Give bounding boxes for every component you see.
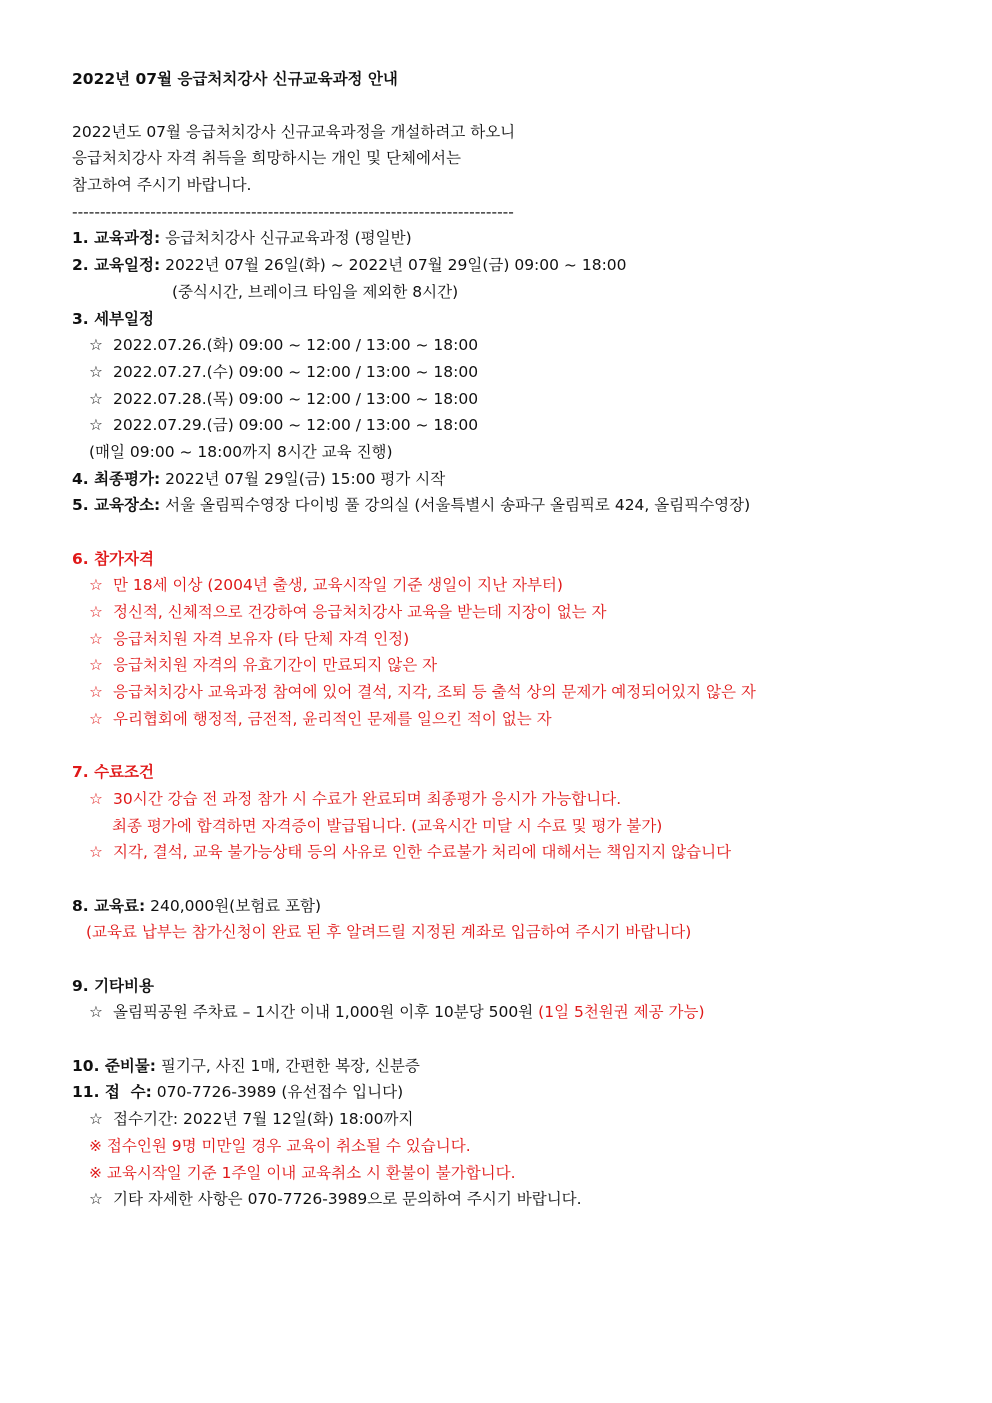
- list-item: ☆ 응급처치강사 교육과정 참여에 있어 결석, 지각, 조퇴 등 출석 상의 문제가 예정되어있지 않은 자: [72, 679, 972, 706]
- list-item: ☆ 우리협회에 행정적, 금전적, 윤리적인 문제를 일으킨 적이 없는 자: [72, 706, 972, 733]
- star-icon: ☆: [89, 389, 103, 408]
- warning-item: ※ 교육시작일 기준 1주일 이내 교육취소 시 환불이 불가합니다.: [89, 1163, 516, 1182]
- list-item: ☆ 2022.07.27.(수) 09:00 ~ 12:00 / 13:00 ~ 18:00: [72, 359, 972, 386]
- star-icon: ☆: [89, 683, 103, 702]
- section-location: [72, 492, 972, 519]
- star-icon: ☆: [89, 1190, 103, 1209]
- star-icon: ☆: [89, 789, 103, 808]
- star-icon: ☆: [89, 629, 103, 648]
- section-course: [72, 225, 972, 252]
- list-item: ☆ 2022.07.26.(화) 09:00 ~ 12:00 / 13:00 ~ 18:00: [72, 332, 972, 359]
- section-detail-label: 3. 세부일정: [72, 309, 154, 328]
- document-title: 2022년 07월 응급처치강사 신규교육과정 안내: [72, 70, 398, 88]
- star-icon: ☆: [89, 576, 103, 595]
- list-item: ☆ 응급처치원 자격의 유효기간이 만료되지 않은 자: [72, 652, 972, 679]
- intro-line: 참고하여 주시기 바랍니다.: [72, 176, 252, 195]
- list-item-continued: 최종 평가에 합격하면 자격증이 발급됩니다. (교육시간 미달 시 수료 및 평가 불가): [112, 816, 663, 835]
- list-item: ☆ 지각, 결석, 교육 불가능상태 등의 사유로 인한 수료불가 처리에 대해서는 책임지지 않습니다: [72, 839, 972, 866]
- list-item: ☆ 응급처치원 자격 보유자 (타 단체 자격 인정): [72, 626, 972, 653]
- notice-document: [72, 66, 972, 1213]
- list-item: ☆ 2022.07.28.(목) 09:00 ~ 12:00 / 13:00 ~ 18:00: [72, 386, 972, 413]
- list-item: ☆ 만 18세 이상 (2004년 출생, 교육시작일 기준 생일이 지난 자부터): [72, 572, 972, 599]
- star-icon: ☆: [89, 709, 103, 728]
- section-value: 응급처치강사 신규교육과정 (평일반): [160, 229, 412, 248]
- list-item: ☆ 기타 자세한 사항은 070-7726-3989으로 문의하여 주시기 바랍니다.: [72, 1186, 972, 1213]
- section-final-eval: [72, 466, 972, 493]
- intro-line: 2022년도 07월 응급처치강사 신규교육과정을 개설하려고 하오니: [72, 122, 516, 141]
- section-label: 10. 준비물:: [72, 1056, 156, 1075]
- fee-note: (교육료 납부는 참가신청이 완료 된 후 알려드릴 지정된 계좌로 입금하여 주시기 바랍니다): [86, 923, 692, 942]
- star-icon: ☆: [89, 843, 103, 862]
- list-item: ☆ 2022.07.29.(금) 09:00 ~ 12:00 / 13:00 ~ 18:00: [72, 412, 972, 439]
- section-value: 070-7726-3989 (유선접수 입니다): [151, 1083, 404, 1102]
- schedule-note: (중식시간, 브레이크 타임을 제외한 8시간): [172, 282, 459, 301]
- section-schedule: [72, 252, 972, 279]
- section-completion-label: 7. 수료조건: [72, 763, 154, 782]
- detail-note: (매일 09:00 ~ 18:00까지 8시간 교육 진행): [89, 442, 393, 461]
- star-icon: ☆: [89, 603, 103, 622]
- star-icon: ☆: [89, 1003, 103, 1022]
- section-label: 5. 교육장소:: [72, 496, 161, 515]
- section-label: 2. 교육일정:: [72, 256, 161, 275]
- list-item: ☆ 정신적, 신체적으로 건강하여 응급처치강사 교육을 받는데 지장이 없는 자: [72, 599, 972, 626]
- star-icon: ☆: [89, 656, 103, 675]
- section-label: 1. 교육과정:: [72, 229, 161, 248]
- section-registration: [72, 1079, 972, 1106]
- section-label: 8. 교육료:: [72, 896, 146, 915]
- star-icon: ☆: [89, 416, 103, 435]
- section-fee: [72, 893, 972, 920]
- section-eligibility-label: 6. 참가자격: [72, 549, 154, 568]
- star-icon: ☆: [89, 1110, 103, 1129]
- section-value: 2022년 07월 29일(금) 15:00 평가 시작: [160, 469, 446, 488]
- section-supplies: [72, 1053, 972, 1080]
- list-item: ☆ 접수기간: 2022년 7월 12일(화) 18:00까지: [72, 1106, 972, 1133]
- intro-line: 응급처치강사 자격 취득을 희망하시는 개인 및 단체에서는: [72, 149, 461, 168]
- section-value: 필기구, 사진 1매, 간편한 복장, 신분증: [155, 1056, 420, 1075]
- list-item: ☆ 30시간 강습 전 과정 참가 시 수료가 완료되며 최종평가 응시가 가능합니다.: [72, 786, 972, 813]
- section-value: 2022년 07월 26일(화) ~ 2022년 07월 29일(금) 09:00 ~ 18:00: [160, 256, 627, 275]
- star-icon: ☆: [89, 362, 103, 381]
- section-label: 11. 접 수:: [72, 1083, 152, 1102]
- warning-item: ※ 접수인원 9명 미만일 경우 교육이 취소될 수 있습니다.: [89, 1136, 471, 1155]
- section-value: 서울 올림픽수영장 다이빙 풀 강의실 (서울특별시 송파구 올림픽로 424, 올림픽수영장): [160, 496, 751, 515]
- divider: -------------------------------------------------------------------------------: [72, 202, 514, 221]
- section-label: 4. 최종평가:: [72, 469, 161, 488]
- list-item: ☆ 올림픽공원 주차료 – 1시간 이내 1,000원 이후 10분당 500원 (1일 5천원권 제공 가능): [72, 999, 972, 1026]
- section-other-cost-label: 9. 기타비용: [72, 976, 154, 995]
- section-value: 240,000원(보험료 포함): [145, 896, 322, 915]
- star-icon: ☆: [89, 336, 103, 355]
